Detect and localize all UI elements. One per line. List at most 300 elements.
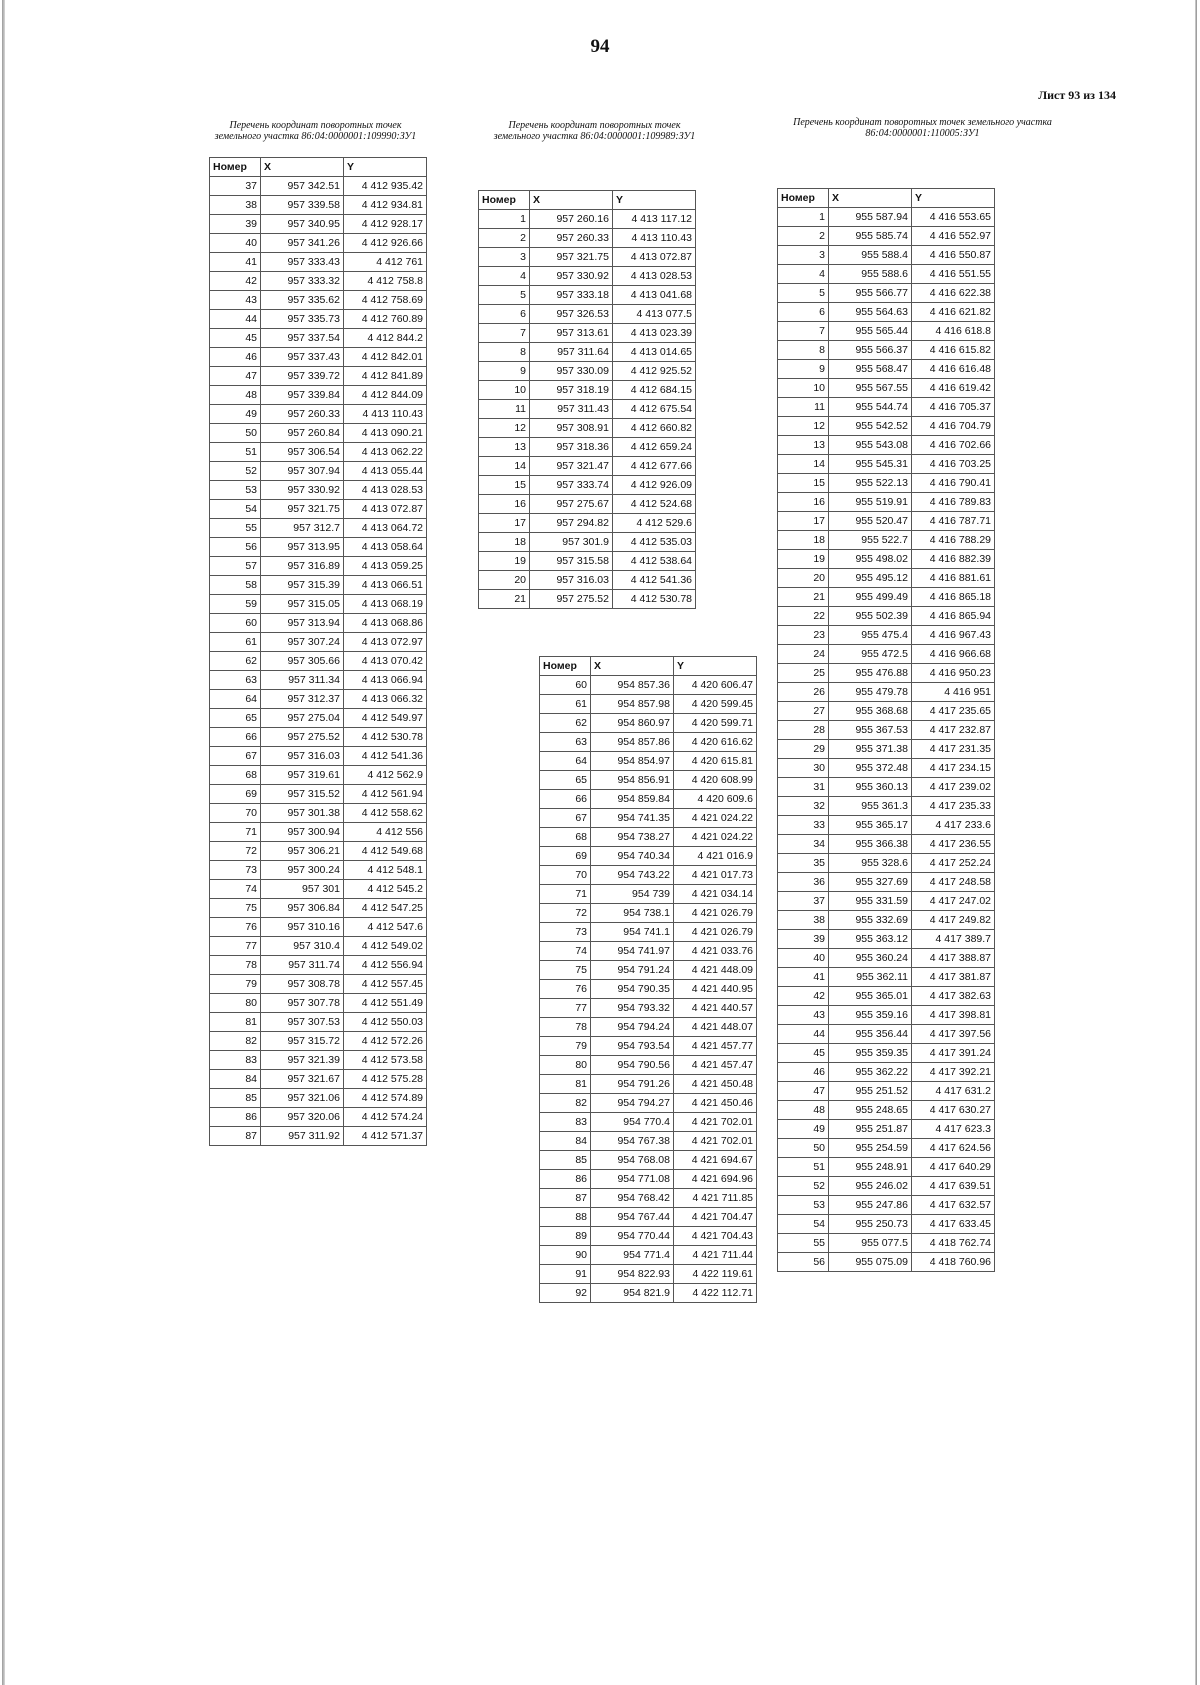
table-row [778,550,995,569]
coord-y: 4 417 389.7 [912,930,995,949]
table-row [479,267,696,286]
coord-y: 4 416 616.48 [912,360,995,379]
coord-x: 957 308.91 [530,419,613,438]
point-number: 13 [479,438,530,457]
coord-x: 955 522.13 [829,474,912,493]
point-number: 66 [540,790,591,809]
point-number: 54 [210,500,261,519]
coord-y: 4 421 024.22 [674,828,757,847]
point-number: 4 [778,265,829,284]
table-row [540,695,757,714]
table-row [778,208,995,227]
point-number: 74 [540,942,591,961]
coord-y: 4 412 538.64 [613,552,696,571]
coord-x: 957 311.34 [261,671,344,690]
header-number: Номер [540,657,591,676]
coord-y: 4 417 624.56 [912,1139,995,1158]
coord-y: 4 412 530.78 [344,728,427,747]
coord-x: 954 860.97 [591,714,674,733]
coord-x: 957 341.26 [261,234,344,253]
coord-y: 4 416 550.87 [912,246,995,265]
coord-y: 4 417 247.02 [912,892,995,911]
point-number: 39 [210,215,261,234]
coord-x: 954 738.1 [591,904,674,923]
point-number: 86 [540,1170,591,1189]
coord-x: 954 857.98 [591,695,674,714]
coord-y: 4 422 112.71 [674,1284,757,1303]
point-number: 86 [210,1108,261,1127]
table-row [540,1075,757,1094]
point-number: 14 [778,455,829,474]
table-row [778,227,995,246]
table-header-row [479,191,696,210]
point-number: 16 [778,493,829,512]
coord-y: 4 421 704.43 [674,1227,757,1246]
point-number: 87 [210,1127,261,1146]
coord-y: 4 416 881.61 [912,569,995,588]
table-row [778,303,995,322]
coord-x: 957 260.33 [261,405,344,424]
coord-x: 955 251.52 [829,1082,912,1101]
point-number: 52 [778,1177,829,1196]
table-row [479,419,696,438]
coord-y: 4 413 059.25 [344,557,427,576]
point-number: 53 [210,481,261,500]
coord-y: 4 417 232.87 [912,721,995,740]
point-number: 2 [778,227,829,246]
coord-x: 955 476.88 [829,664,912,683]
coord-x: 955 588.4 [829,246,912,265]
point-number: 64 [210,690,261,709]
coord-y: 4 417 397.56 [912,1025,995,1044]
point-number: 90 [540,1246,591,1265]
coord-y: 4 416 702.66 [912,436,995,455]
coord-x: 955 567.55 [829,379,912,398]
coord-x: 955 472.5 [829,645,912,664]
caption-table-1 [183,120,448,142]
coord-y: 4 417 632.57 [912,1196,995,1215]
coord-x: 954 794.27 [591,1094,674,1113]
coord-x: 957 319.61 [261,766,344,785]
coord-x: 954 856.91 [591,771,674,790]
coord-x: 957 342.51 [261,177,344,196]
point-number: 70 [210,804,261,823]
point-number: 31 [778,778,829,797]
point-number: 8 [778,341,829,360]
coord-y: 4 417 252.24 [912,854,995,873]
coord-y: 4 412 758.8 [344,272,427,291]
table-row [540,771,757,790]
coord-x: 954 771.08 [591,1170,674,1189]
coord-y: 4 412 761 [344,253,427,272]
coord-y: 4 412 551.49 [344,994,427,1013]
point-number: 38 [210,196,261,215]
coordinates-table-continuation [539,656,757,1303]
coord-y: 4 412 547.25 [344,899,427,918]
coord-x: 957 321.67 [261,1070,344,1089]
coord-y: 4 413 064.72 [344,519,427,538]
coord-x: 955 566.77 [829,284,912,303]
point-number: 6 [778,303,829,322]
table-row [210,709,427,728]
table-row [778,1044,995,1063]
table-row [479,343,696,362]
point-number: 10 [778,379,829,398]
coord-y: 4 413 110.43 [613,229,696,248]
point-number: 73 [210,861,261,880]
coord-y: 4 413 066.94 [344,671,427,690]
point-number: 3 [778,246,829,265]
table-row [778,588,995,607]
table-row [210,1108,427,1127]
coord-y: 4 420 616.62 [674,733,757,752]
caption-table-2 [472,120,717,142]
table-row [778,816,995,835]
table-row [210,386,427,405]
coord-x: 957 306.84 [261,899,344,918]
coord-x: 957 310.4 [261,937,344,956]
coord-x: 954 854.97 [591,752,674,771]
coord-x: 954 790.56 [591,1056,674,1075]
table-row [210,633,427,652]
caption-table-4 [765,117,1080,139]
coord-y: 4 416 967.43 [912,626,995,645]
coord-x: 957 294.82 [530,514,613,533]
point-number: 38 [778,911,829,930]
coord-y: 4 412 545.2 [344,880,427,899]
coord-y: 4 412 925.52 [613,362,696,381]
point-number: 84 [540,1132,591,1151]
coord-y: 4 413 014.65 [613,343,696,362]
table-row [778,436,995,455]
coord-x: 955 371.38 [829,740,912,759]
point-number: 23 [778,626,829,645]
coord-y: 4 412 541.36 [613,571,696,590]
table-row [778,1120,995,1139]
coord-y: 4 417 234.15 [912,759,995,778]
table-row [210,956,427,975]
header-x: X [261,158,344,177]
table-row [479,210,696,229]
coord-y: 4 421 017.73 [674,866,757,885]
point-number: 55 [210,519,261,538]
coord-x: 954 739 [591,885,674,904]
table-row [479,305,696,324]
point-number: 1 [778,208,829,227]
point-number: 56 [210,538,261,557]
coord-x: 954 857.36 [591,676,674,695]
coord-y: 4 412 535.03 [613,533,696,552]
coord-y: 4 412 677.66 [613,457,696,476]
table-row [210,766,427,785]
coord-y: 4 417 248.58 [912,873,995,892]
table-row [540,866,757,885]
table-row [540,752,757,771]
coord-y: 4 416 619.42 [912,379,995,398]
caption-line: земельного участка 86:04:0000001:109989:ЗУ1 [493,131,696,142]
coord-x: 955 543.08 [829,436,912,455]
coord-x: 955 502.39 [829,607,912,626]
table-row [540,1018,757,1037]
table-row [540,1227,757,1246]
coord-y: 4 412 926.09 [613,476,696,495]
coord-y: 4 417 249.82 [912,911,995,930]
coord-x: 955 366.38 [829,835,912,854]
table-row [210,272,427,291]
coord-x: 957 311.64 [530,343,613,362]
coord-y: 4 420 608.99 [674,771,757,790]
coord-x: 955 542.52 [829,417,912,436]
point-number: 51 [778,1158,829,1177]
point-number: 45 [778,1044,829,1063]
point-number: 85 [540,1151,591,1170]
coord-y: 4 418 760.96 [912,1253,995,1272]
coord-x: 954 793.54 [591,1037,674,1056]
table-row [479,286,696,305]
coord-y: 4 417 640.29 [912,1158,995,1177]
table-row [778,1196,995,1215]
table-row [540,1113,757,1132]
table-row [778,1063,995,1082]
table-row [778,1253,995,1272]
point-number: 29 [778,740,829,759]
coord-x: 957 312.37 [261,690,344,709]
table-row [210,937,427,956]
point-number: 50 [210,424,261,443]
table-row [210,595,427,614]
point-number: 49 [778,1120,829,1139]
coord-y: 4 412 549.97 [344,709,427,728]
table-row [210,671,427,690]
point-number: 80 [540,1056,591,1075]
coord-y: 4 412 524.68 [613,495,696,514]
point-number: 58 [210,576,261,595]
table-row [540,714,757,733]
coord-y: 4 412 562.9 [344,766,427,785]
point-number: 21 [778,588,829,607]
point-number: 54 [778,1215,829,1234]
coord-x: 954 768.42 [591,1189,674,1208]
table-row [778,759,995,778]
coord-x: 955 479.78 [829,683,912,702]
coord-y: 4 412 842.01 [344,348,427,367]
point-number: 68 [540,828,591,847]
point-number: 37 [778,892,829,911]
coord-y: 4 417 235.33 [912,797,995,816]
point-number: 13 [778,436,829,455]
coord-x: 955 522.7 [829,531,912,550]
point-number: 83 [210,1051,261,1070]
coord-y: 4 412 574.24 [344,1108,427,1127]
point-number: 69 [210,785,261,804]
coord-y: 4 421 448.09 [674,961,757,980]
table-row [479,362,696,381]
point-number: 44 [778,1025,829,1044]
coord-y: 4 416 703.25 [912,455,995,474]
coord-y: 4 417 233.6 [912,816,995,835]
coord-x: 957 315.52 [261,785,344,804]
table-row [540,1094,757,1113]
coord-x: 954 791.24 [591,961,674,980]
point-number: 5 [479,286,530,305]
table-row [778,949,995,968]
point-number: 7 [778,322,829,341]
coord-x: 957 311.43 [530,400,613,419]
coord-x: 954 822.93 [591,1265,674,1284]
coordinates-table-110005 [777,188,995,1272]
table-row [540,1132,757,1151]
point-number: 70 [540,866,591,885]
table-row [540,790,757,809]
table-row [778,1101,995,1120]
coord-y: 4 420 615.81 [674,752,757,771]
coord-y: 4 422 119.61 [674,1265,757,1284]
coord-y: 4 412 547.6 [344,918,427,937]
point-number: 77 [540,999,591,1018]
coord-x: 955 254.59 [829,1139,912,1158]
coord-x: 957 275.04 [261,709,344,728]
table-row [210,652,427,671]
coord-x: 955 251.87 [829,1120,912,1139]
coord-x: 957 321.75 [261,500,344,519]
table-row [778,1234,995,1253]
point-number: 24 [778,645,829,664]
coord-y: 4 420 599.45 [674,695,757,714]
table-row [540,847,757,866]
point-number: 68 [210,766,261,785]
coord-x: 955 356.44 [829,1025,912,1044]
coord-x: 957 320.06 [261,1108,344,1127]
point-number: 14 [479,457,530,476]
table-row [210,1089,427,1108]
point-number: 82 [540,1094,591,1113]
coord-y: 4 417 381.87 [912,968,995,987]
point-number: 76 [210,918,261,937]
point-number: 15 [479,476,530,495]
point-number: 79 [540,1037,591,1056]
point-number: 22 [778,607,829,626]
coord-x: 954 768.08 [591,1151,674,1170]
coord-y: 4 417 236.55 [912,835,995,854]
table-row [778,797,995,816]
scan-edge-right [1195,0,1197,1685]
point-number: 34 [778,835,829,854]
table-row [210,747,427,766]
coord-y: 4 412 935.42 [344,177,427,196]
coord-x: 957 333.74 [530,476,613,495]
table-row [210,367,427,386]
coord-x: 954 793.32 [591,999,674,1018]
coord-x: 954 859.84 [591,790,674,809]
coord-x: 957 337.54 [261,329,344,348]
table-row [778,1158,995,1177]
table-row [479,229,696,248]
coord-y: 4 412 758.69 [344,291,427,310]
coord-y: 4 417 392.21 [912,1063,995,1082]
coord-y: 4 421 711.44 [674,1246,757,1265]
coord-y: 4 416 790.41 [912,474,995,493]
coord-y: 4 416 951 [912,683,995,702]
point-number: 16 [479,495,530,514]
table-row [778,740,995,759]
point-number: 75 [210,899,261,918]
coord-x: 955 545.31 [829,455,912,474]
table-row [210,823,427,842]
table-row [210,1051,427,1070]
point-number: 48 [210,386,261,405]
coord-x: 955 359.35 [829,1044,912,1063]
coord-x: 955 328.6 [829,854,912,873]
point-number: 33 [778,816,829,835]
table-row [540,999,757,1018]
coord-x: 957 330.92 [530,267,613,286]
coord-y: 4 416 704.79 [912,417,995,436]
header-number: Номер [210,158,261,177]
table-row [778,778,995,797]
point-number: 81 [210,1013,261,1032]
point-number: 6 [479,305,530,324]
coord-y: 4 420 606.47 [674,676,757,695]
coord-y: 4 412 573.58 [344,1051,427,1070]
point-number: 51 [210,443,261,462]
coord-x: 954 741.35 [591,809,674,828]
table-row [210,728,427,747]
coord-y: 4 412 675.54 [613,400,696,419]
coord-y: 4 421 448.07 [674,1018,757,1037]
coord-y: 4 413 068.19 [344,595,427,614]
coord-y: 4 417 623.3 [912,1120,995,1139]
coord-x: 954 821.9 [591,1284,674,1303]
coord-y: 4 417 388.87 [912,949,995,968]
point-number: 65 [210,709,261,728]
coord-y: 4 421 457.47 [674,1056,757,1075]
point-number: 79 [210,975,261,994]
coord-x: 955 520.47 [829,512,912,531]
point-number: 74 [210,880,261,899]
table-row [479,438,696,457]
point-number: 60 [210,614,261,633]
coord-y: 4 412 841.89 [344,367,427,386]
coord-y: 4 412 571.37 [344,1127,427,1146]
coord-x: 955 248.65 [829,1101,912,1120]
point-number: 78 [540,1018,591,1037]
coord-x: 954 743.22 [591,866,674,885]
table-row [210,1127,427,1146]
coord-x: 955 588.6 [829,265,912,284]
point-number: 17 [479,514,530,533]
coord-x: 954 770.44 [591,1227,674,1246]
coord-y: 4 416 966.68 [912,645,995,664]
table-row [210,918,427,937]
coord-y: 4 412 530.78 [613,590,696,609]
table-row [479,514,696,533]
coord-x: 957 330.09 [530,362,613,381]
table-row [540,904,757,923]
point-number: 28 [778,721,829,740]
coord-x: 957 312.7 [261,519,344,538]
table-row [540,1151,757,1170]
point-number: 61 [210,633,261,652]
table-row [210,481,427,500]
point-number: 85 [210,1089,261,1108]
coord-x: 955 565.44 [829,322,912,341]
coord-y: 4 413 028.53 [344,481,427,500]
coord-y: 4 412 934.81 [344,196,427,215]
coord-x: 957 311.74 [261,956,344,975]
coord-x: 957 311.92 [261,1127,344,1146]
table-row [210,842,427,861]
point-number: 21 [479,590,530,609]
